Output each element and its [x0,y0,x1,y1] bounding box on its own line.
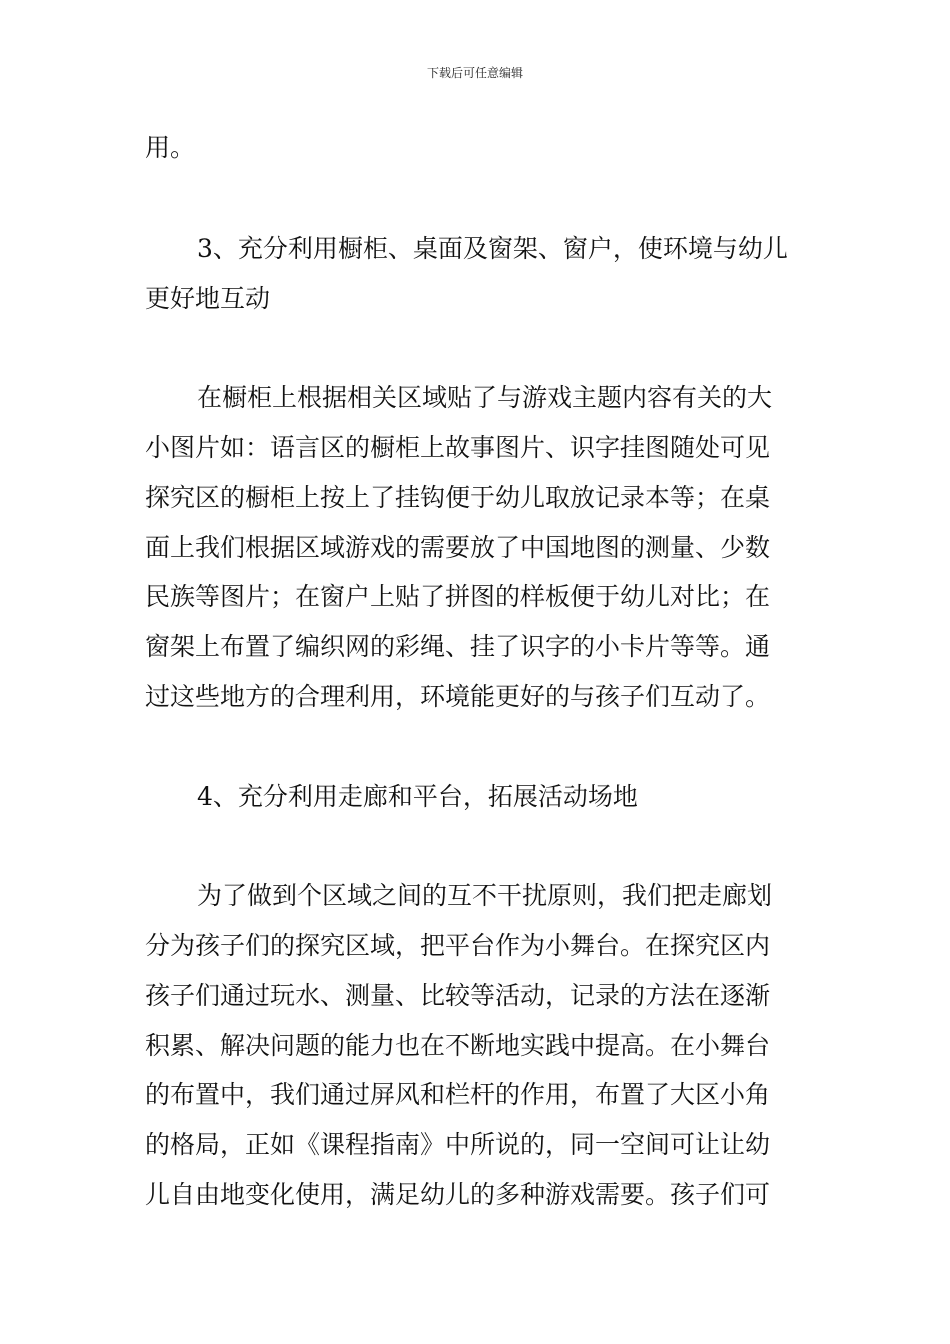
heading-3-line-1: 3、充分利用橱柜、桌面及窗架、窗户，使环境与幼儿 [197,234,788,263]
paragraph-3-line-7: 儿自由地变化使用，满足幼儿的多种游戏需要。孩子们可 [145,1180,771,1209]
paragraph-2-line-1: 在橱柜上根据相关区域贴了与游戏主题内容有关的大 [197,383,773,412]
paragraph-3-line-4: 积累、解决问题的能力也在不断地实践中提高。在小舞台 [145,1031,771,1060]
heading-4-line-1: 4、充分利用走廊和平台，拓展活动场地 [197,782,638,811]
paragraph-3-line-6: 的格局，正如《课程指南》中所说的，同一空间可让让幼 [145,1130,771,1159]
paragraph-2-line-4: 面上我们根据区域游戏的需要放了中国地图的测量、少数 [145,533,771,562]
paragraph-2-line-6: 窗架上布置了编织网的彩绳、挂了识字的小卡片等等。通 [145,632,771,661]
paragraph-2-line-2: 小图片如：语言区的橱柜上故事图片、识字挂图随处可见 [145,433,771,462]
paragraph-2-line-5: 民族等图片；在窗户上贴了拼图的样板便于幼儿对比；在 [145,582,771,611]
heading-3-line-2: 更好地互动 [145,284,271,313]
paragraph-3-line-3: 孩子们通过玩水、测量、比较等活动，记录的方法在逐渐 [145,981,771,1010]
paragraph-3-line-5: 的布置中，我们通过屏风和栏杆的作用，布置了大区小角 [145,1080,771,1109]
paragraph-3-line-2: 分为孩子们的探究区域，把平台作为小舞台。在探究区内 [145,931,771,960]
paragraph-3-line-1: 为了做到个区域之间的互不干扰原则，我们把走廊划 [197,881,773,910]
paragraph-2-line-3: 探究区的橱柜上按上了挂钩便于幼儿取放记录本等；在桌 [145,483,771,512]
paragraph-2-line-7: 过这些地方的合理利用，环境能更好的与孩子们互动了。 [145,682,771,711]
paragraph-1-line-1: 用。 [145,133,196,162]
page-header: 下载后可任意编辑 [426,66,523,80]
